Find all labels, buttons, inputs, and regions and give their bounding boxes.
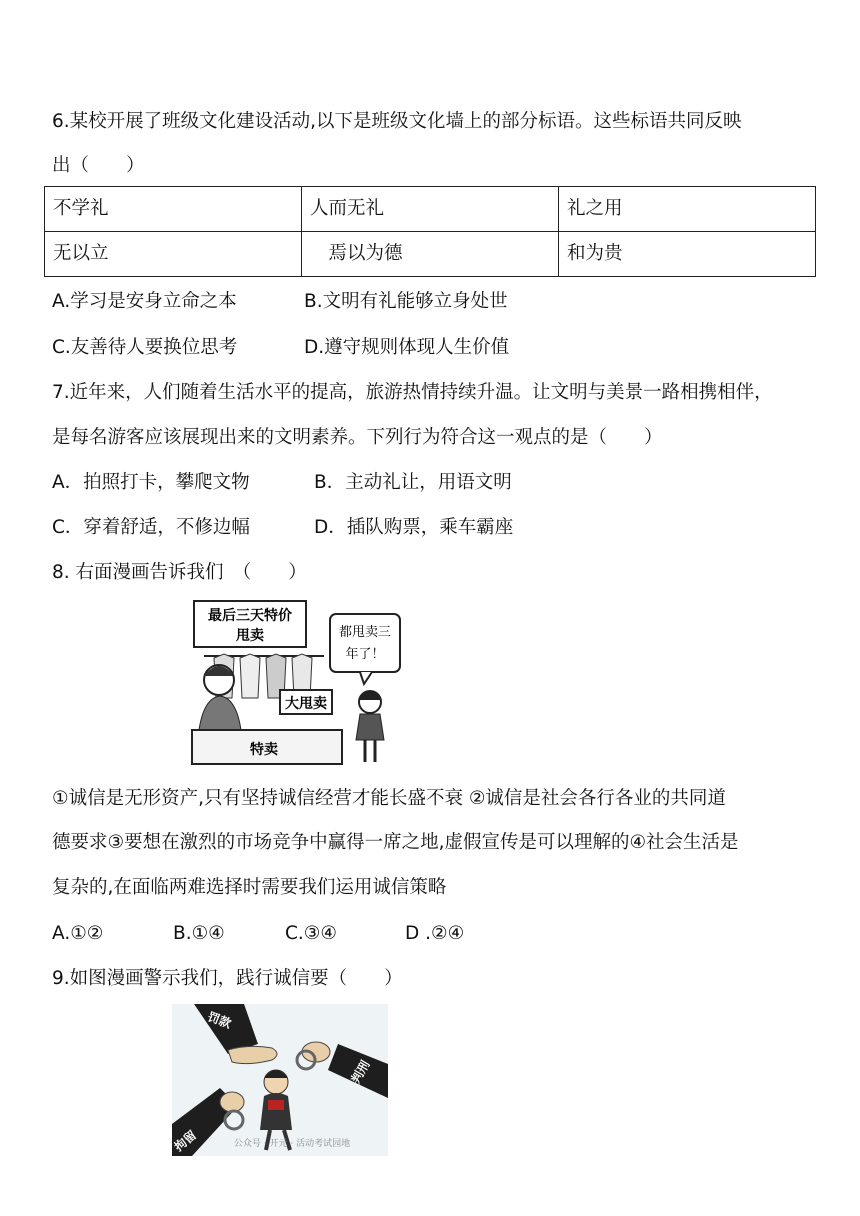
q9-stem: 9.如图漫画警示我们，践行诚信要（ ） — [52, 968, 403, 989]
q8-cartoon — [184, 598, 404, 768]
q7-stem-line1: 7.近年来，人们随着生活水平的提高，旅游热情持续升温。让文明与美景一路相携相伴， — [52, 382, 773, 403]
sign-text-line1: 最后三天特价 — [208, 608, 292, 624]
q7-option-a: A．拍照打卡，攀爬文物 — [52, 472, 250, 493]
q6-stem-line1: 6.某校开展了班级文化建设活动,以下是班级文化墙上的部分标语。这些标语共同反映 — [52, 111, 742, 132]
q7-stem-line2: 是每名游客应该展现出来的文明素养。下列行为符合这一观点的是（ ） — [52, 427, 663, 448]
q6-option-a: A.学习是安身立命之本 — [52, 291, 237, 312]
handcuff-cartoon-illustration — [172, 1004, 388, 1156]
q9-cartoon — [172, 1004, 388, 1156]
label-sentence: 判刑 — [348, 1058, 373, 1086]
q8-statement-line1: ①诚信是无形资产,只有坚持诚信经营才能长盛不衰 ②诚信是社会各行各业的共同道 — [52, 788, 726, 809]
bubble-text-line2: 年了！ — [345, 647, 385, 662]
counter-text: 特卖 — [250, 742, 278, 758]
table-cell: 不学礼 — [45, 187, 302, 232]
q7-option-c: C．穿着舒适，不修边幅 — [52, 517, 250, 538]
table-cell: 和为贵 — [559, 232, 816, 277]
watermark-text: 公众号 · 开元 · 活动考试园地 — [233, 1139, 351, 1149]
q8-option-c: C.③④ — [285, 923, 337, 944]
sale-board-text: 大甩卖 — [285, 696, 327, 712]
q6-option-b: B.文明有礼能够立身处世 — [304, 291, 508, 312]
q8-option-b: B.①④ — [173, 923, 225, 944]
label-fine: 罚款 — [205, 1009, 234, 1031]
table-cell: 人而无礼 — [302, 187, 559, 232]
table-row — [45, 232, 816, 277]
q8-option-d: D .②④ — [405, 923, 465, 944]
q6-option-d: D.遵守规则体现人生价值 — [304, 337, 510, 358]
table-cell: 焉以为德 — [302, 232, 559, 277]
q8-statement-line2: 德要求③要想在激烈的市场竞争中赢得一席之地,虚假宣传是可以理解的④社会生活是 — [52, 832, 739, 853]
label-detain: 拘留 — [172, 1127, 200, 1155]
table-cell: 无以立 — [45, 232, 302, 277]
shop-cartoon-illustration — [184, 598, 404, 768]
table-row — [45, 187, 816, 232]
table-cell: 礼之用 — [559, 187, 816, 232]
q6-option-c: C.友善待人要换位思考 — [52, 337, 238, 358]
q7-option-b: B．主动礼让，用语文明 — [314, 472, 512, 493]
q6-stem-line2: 出（ ） — [52, 155, 145, 176]
q8-stem: 8. 右面漫画告诉我们 （ ） — [52, 562, 307, 583]
bubble-text-line1: 都甩卖三 — [338, 625, 392, 640]
q8-statement-line3: 复杂的,在面临两难选择时需要我们运用诚信策略 — [52, 877, 447, 898]
q8-option-a: A.①② — [52, 923, 104, 944]
slogan-table — [44, 186, 816, 277]
q7-option-d: D．插队购票，乘车霸座 — [314, 517, 514, 538]
sign-text-line2: 甩卖 — [236, 628, 264, 644]
